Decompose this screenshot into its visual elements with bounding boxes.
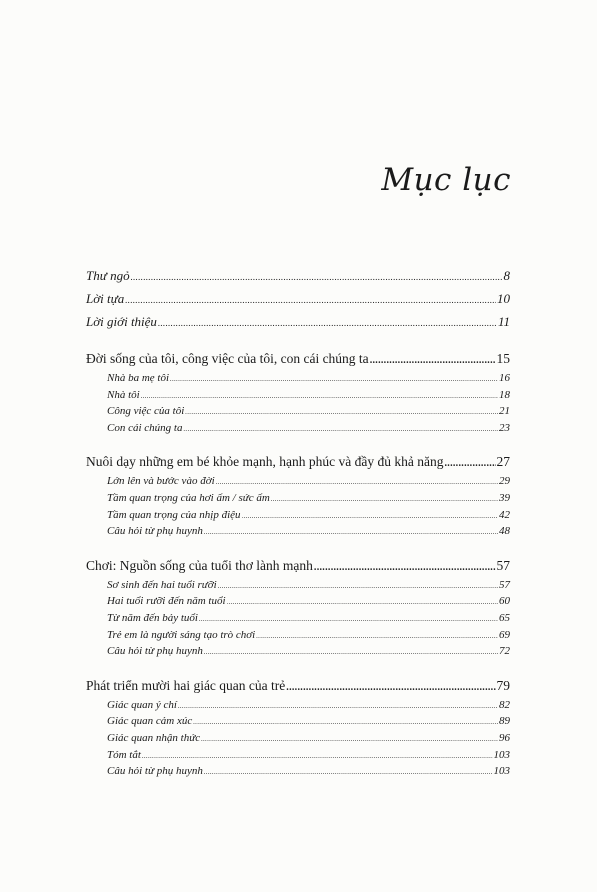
page-number: 15 — [496, 351, 510, 366]
dot-leader — [444, 454, 495, 474]
dot-leader — [185, 405, 498, 421]
toc-section[interactable] — [86, 764, 510, 781]
chapter-title: Chơi: Nguồn sống của tuổi thơ lành mạnh — [86, 557, 313, 573]
dot-leader — [193, 715, 498, 731]
dot-leader — [370, 351, 496, 371]
toc-section[interactable] — [86, 594, 510, 611]
page-number: 11 — [497, 314, 510, 329]
page-number: 16 — [499, 372, 510, 384]
dot-leader — [199, 612, 498, 628]
page-title: Mục lục — [381, 162, 511, 198]
dot-leader — [170, 372, 498, 388]
section-title: Tầm quan trọng của nhịp điệu — [107, 508, 241, 521]
dot-leader — [242, 509, 498, 525]
page-number: 79 — [496, 677, 510, 693]
toc-chapter[interactable] — [86, 452, 510, 474]
toc-section[interactable] — [86, 388, 510, 405]
toc-section[interactable] — [86, 714, 510, 731]
page-number: 8 — [503, 268, 510, 283]
toc-section[interactable] — [86, 731, 510, 748]
toc-chapter[interactable] — [86, 349, 510, 371]
page-number: 82 — [499, 698, 510, 711]
page-number: 57 — [496, 557, 510, 573]
front-matter — [86, 265, 510, 334]
page-number: 96 — [499, 731, 510, 744]
section-title: Trẻ em là người sáng tạo trò chơi — [107, 628, 256, 641]
section-title: Câu hỏi từ phụ huynh — [107, 525, 203, 538]
dot-leader — [141, 389, 498, 405]
toc-section[interactable] — [86, 644, 510, 661]
dot-leader — [204, 525, 498, 541]
chapter-group — [86, 349, 510, 437]
chapter-title: Phát triển mười hai giác quan của trẻ — [86, 677, 286, 693]
dot-leader — [271, 492, 498, 508]
table-of-contents — [86, 265, 510, 796]
page-number: 103 — [493, 765, 510, 778]
dot-leader — [178, 699, 498, 715]
dot-leader — [218, 579, 498, 595]
section-title: Nhà tôi — [107, 388, 140, 401]
dot-leader — [204, 645, 498, 661]
toc-entry-preface[interactable] — [86, 288, 510, 311]
entry-label: Thư ngỏ — [86, 268, 130, 283]
dot-leader — [131, 267, 503, 288]
section-title: Sơ sinh đến hai tuổi rưỡi — [107, 578, 217, 591]
dot-leader — [204, 765, 493, 781]
dot-leader — [314, 558, 496, 578]
section-title: Giác quan ý chí — [107, 698, 177, 711]
section-title: Công việc của tôi — [107, 405, 185, 418]
toc-section[interactable] — [86, 491, 510, 508]
chapter-title: Nuôi dạy những em bé khỏe mạnh, hạnh phúc và đầy đủ khả năng — [86, 454, 444, 470]
section-title: Từ năm đến bảy tuổi — [107, 611, 198, 624]
toc-chapter[interactable] — [86, 676, 510, 698]
page-number: 10 — [497, 291, 510, 306]
page-number: 29 — [499, 475, 510, 488]
toc-entry-introduction[interactable] — [86, 311, 510, 334]
toc-section[interactable] — [86, 748, 510, 765]
dot-leader — [125, 290, 496, 311]
toc-section[interactable] — [86, 404, 510, 421]
page-number: 23 — [499, 421, 510, 434]
page-number: 18 — [499, 388, 510, 401]
toc-section[interactable] — [86, 371, 510, 388]
page-number: 27 — [496, 454, 510, 470]
section-title: Lớn lên và bước vào đời — [107, 475, 215, 488]
toc-entry-letter[interactable] — [86, 265, 510, 288]
section-title: Tóm tắt — [107, 748, 141, 761]
toc-section[interactable] — [86, 578, 510, 595]
chapter-group — [86, 556, 510, 661]
section-title: Giác quan cảm xúc — [107, 715, 193, 728]
page-number: 42 — [499, 508, 510, 521]
section-title: Giác quan nhận thức — [107, 731, 201, 744]
chapter-group — [86, 452, 510, 540]
dot-leader — [256, 629, 498, 645]
section-title: Con cái chúng ta — [107, 421, 183, 434]
toc-section[interactable] — [86, 524, 510, 541]
toc-section[interactable] — [86, 421, 510, 438]
section-title: Hai tuổi rưỡi đến năm tuổi — [107, 595, 226, 608]
toc-section[interactable] — [86, 698, 510, 715]
toc-chapter[interactable] — [86, 556, 510, 578]
page-number: 48 — [499, 525, 510, 538]
page-number: 57 — [499, 578, 510, 591]
section-title: Nhà ba mẹ tôi — [107, 372, 170, 384]
toc-section[interactable] — [86, 474, 510, 491]
dot-leader — [142, 749, 493, 765]
page-number: 60 — [499, 595, 510, 608]
entry-label: Lời giới thiệu — [86, 314, 157, 329]
dot-leader — [158, 313, 497, 334]
page-number: 103 — [493, 748, 510, 761]
toc-section[interactable] — [86, 628, 510, 645]
page-number: 39 — [499, 491, 510, 504]
dot-leader — [183, 422, 498, 438]
section-title: Tầm quan trọng của hơi ấm / sức ấm — [107, 491, 270, 504]
chapter-group — [86, 676, 510, 781]
section-title: Câu hỏi từ phụ huynh — [107, 645, 203, 658]
page-number: 69 — [499, 628, 510, 641]
toc-section[interactable] — [86, 611, 510, 628]
page-number: 89 — [499, 715, 510, 728]
chapter-title: Đời sống của tôi, công việc của tôi, con cái chúng ta — [86, 351, 369, 366]
dot-leader — [201, 732, 498, 748]
page-number: 72 — [499, 645, 510, 658]
dot-leader — [216, 475, 498, 491]
page-number: 21 — [499, 405, 510, 418]
page-number: 65 — [499, 611, 510, 624]
toc-section[interactable] — [86, 508, 510, 525]
dot-leader — [227, 595, 498, 611]
dot-leader — [286, 678, 495, 698]
section-title: Câu hỏi từ phụ huynh — [107, 765, 203, 778]
entry-label: Lời tựa — [86, 291, 125, 306]
